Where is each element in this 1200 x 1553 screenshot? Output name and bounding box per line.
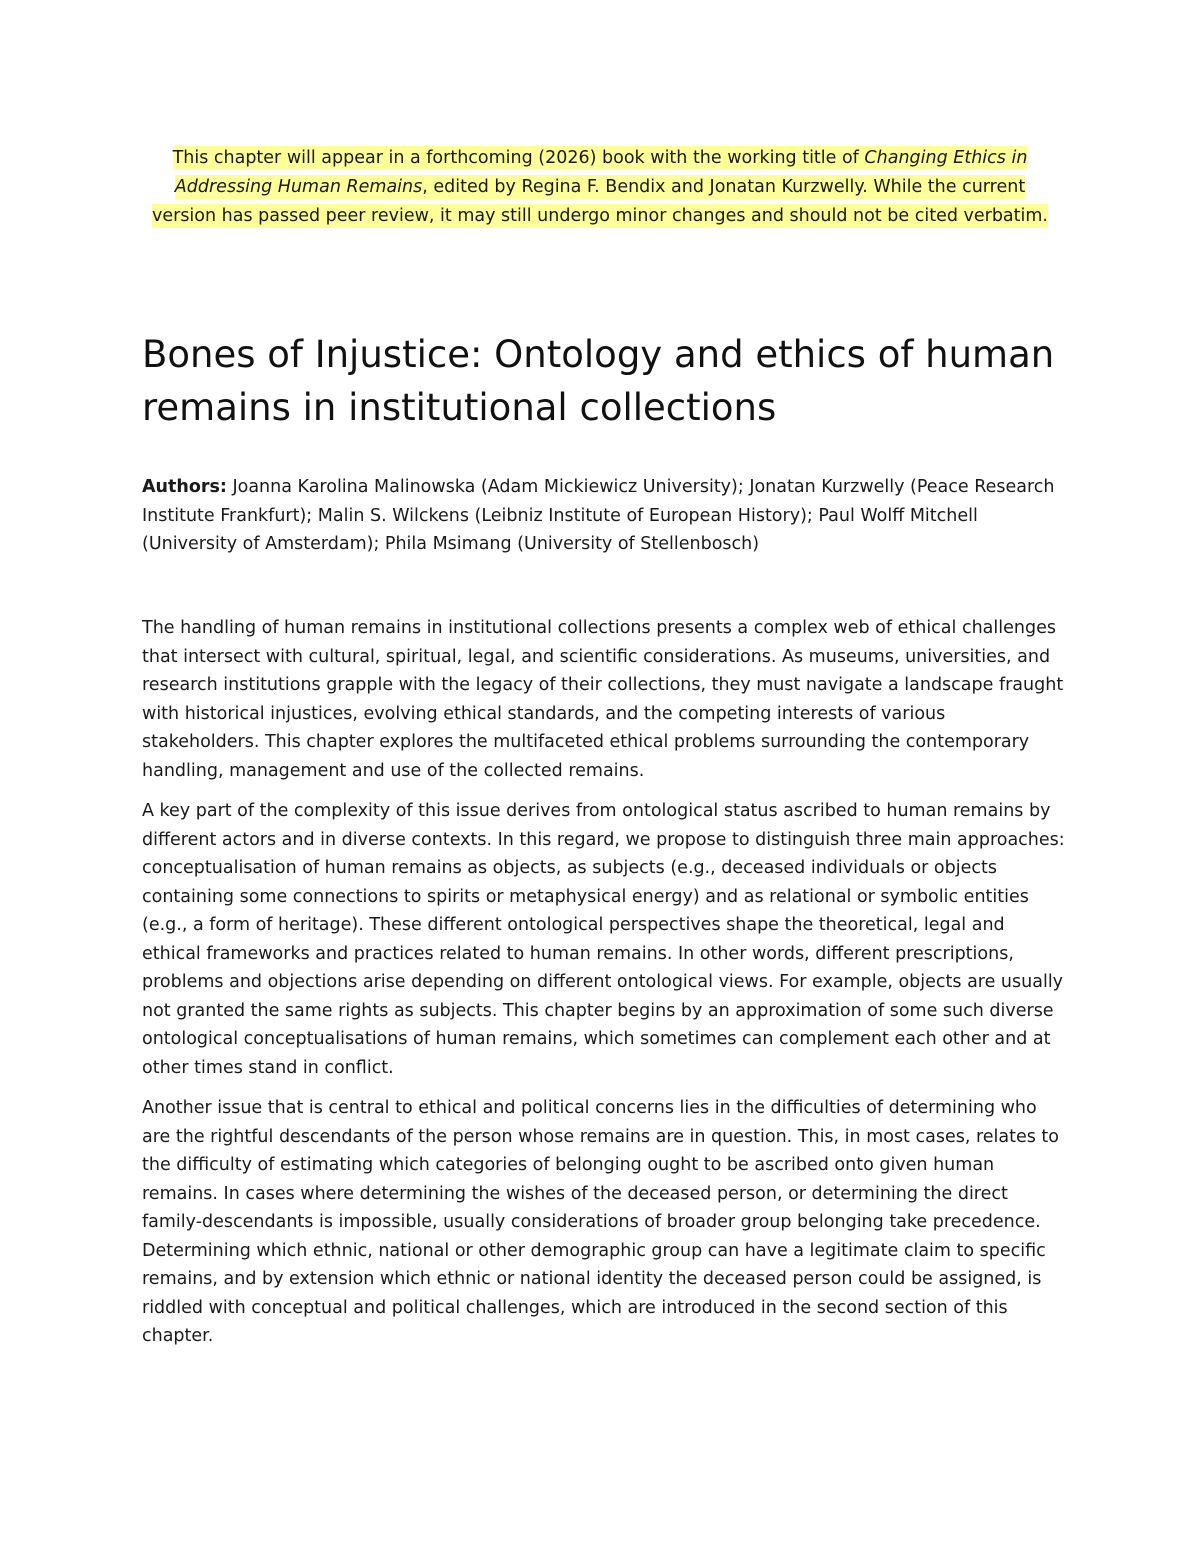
authors-label: Authors: xyxy=(142,477,227,497)
publication-notice xyxy=(140,144,1060,231)
authors-list: Joanna Karolina Malinowska (Adam Mickiewicz University); Jonatan Kurzwelly (Peace Research Institute Frankfurt); Malin S. Wilckens (Leibniz Institute of European History); Paul Wolff Mitchell (University of Amsterdam); Phila Msimang (University of Stellenbosch) xyxy=(142,477,1055,554)
notice-text-end: , edited by Regina F. Bendix and Jonatan Kurzwelly. While the current version has passed peer review, it may still undergo minor changes and should not be cited verbatim. xyxy=(152,177,1048,226)
paragraph: The handling of human remains in institutional collections presents a complex web of ethical challenges that intersect with cultural, spiritual, legal, and scientific considerations. As museums, universities, and research institutions grapple with the legacy of their collections, they must navigate a landscape fraught with historical injustices, evolving ethical standards, and the competing interests of various stakeholders. This chapter explores the multifaceted ethical problems surrounding the contemporary handling, management and use of the collected remains. xyxy=(142,618,1064,781)
paragraph: A key part of the complexity of this issue derives from ontological status ascribed to human remains by different actors and in diverse contexts. In this regard, we propose to distinguish three main approaches: conceptualisation of human remains as objects, as subjects (e.g., deceased individuals or objects containing some connections to spirits or metaphysical energy) and as relational or symbolic entities (e.g., a form of heritage). These different ontological perspectives shape the theoretical, legal and ethical frameworks and practices related to human remains. In other words, different prescriptions, problems and objections arise depending on different ontological views. For example, objects are usually not granted the same rights as subjects. This chapter begins by an approximation of some such diverse ontological conceptualisations of human remains, which sometimes can complement each other and at other times stand in conflict. xyxy=(142,801,1065,1078)
authors-line xyxy=(142,473,1062,559)
notice-highlight xyxy=(152,146,1048,228)
book-title: Changing Ethics in Addressing Human Remains xyxy=(174,148,1028,197)
body-text xyxy=(142,614,1067,1363)
paragraph: Another issue that is central to ethical and political concerns lies in the difficulties of determining who are the rightful descendants of the person whose remains are in question. This, in most cases, relates to the difficulty of estimating which categories of belonging ought to be ascribed onto given human remains. In cases where determining the wishes of the deceased person, or determining the direct family-descendants is impossible, usually considerations of broader group belonging take precedence. Determining which ethnic, national or other demographic group can have a legitimate claim to specific remains, and by extension which ethnic or national identity the deceased person could be assigned, is riddled with conceptual and political challenges, which are introduced in the second section of this chapter. xyxy=(142,1098,1059,1346)
chapter-title: Bones of Injustice: Ontology and ethics of human remains in institutional collections xyxy=(142,333,1055,429)
notice-text-start: This chapter will appear in a forthcoming (2026) book with the working title of xyxy=(172,148,865,168)
